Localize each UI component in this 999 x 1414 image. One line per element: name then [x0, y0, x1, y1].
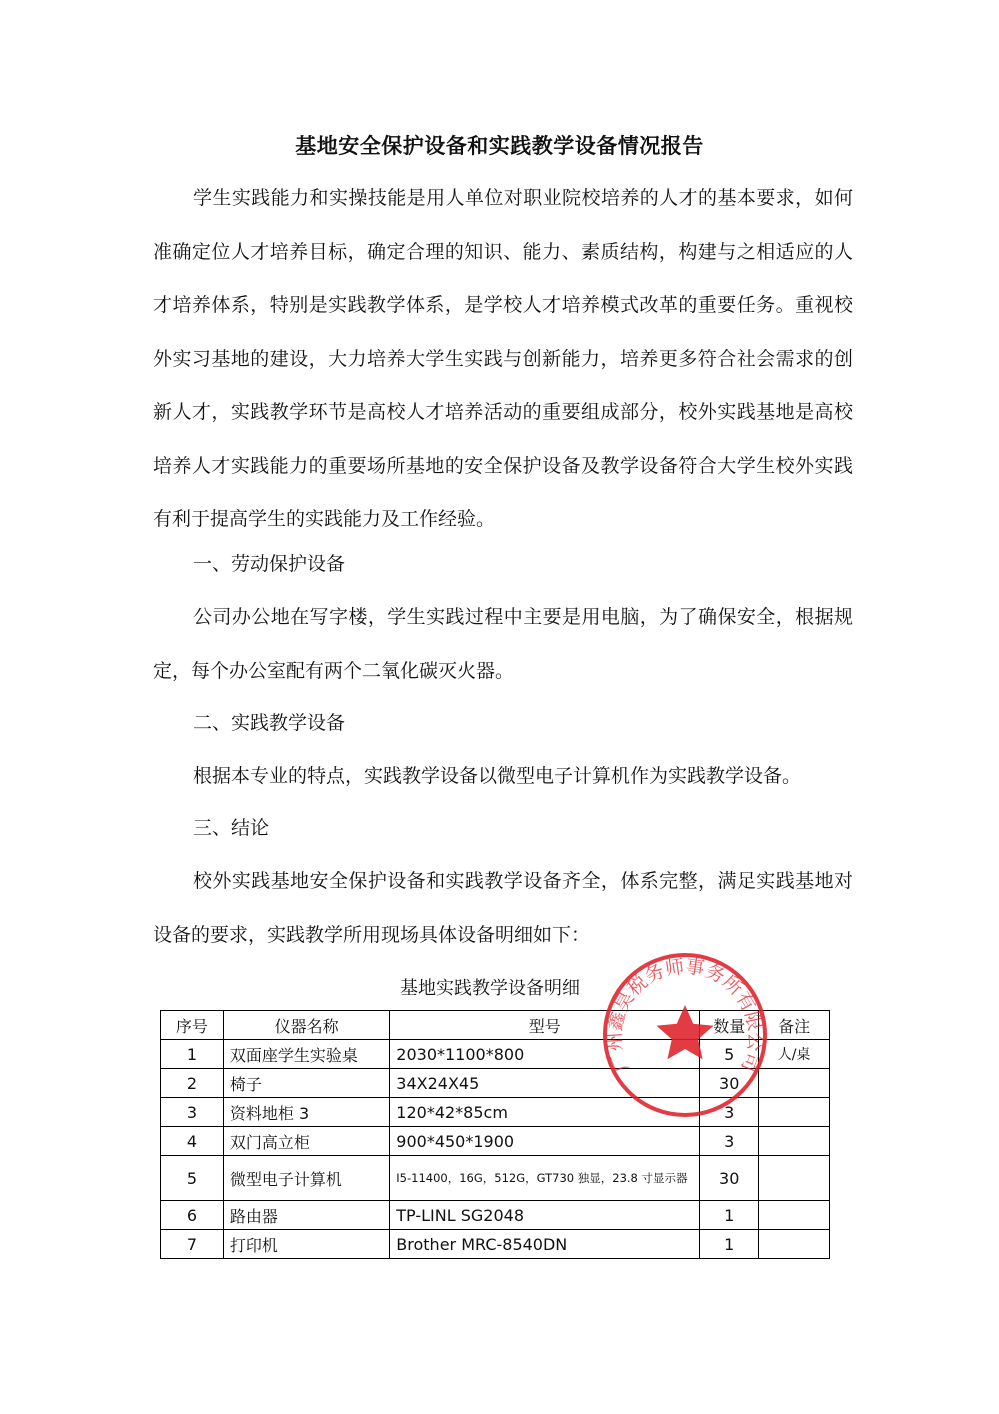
- intro-paragraph: 学生实践能力和实操技能是用人单位对职业院校培养的人才的基本要求，如何准确定位人才培养目标，确定合理的知识、能力、素质结构，构建与之相适应的人才培养体系，特别是实践教学体系，是学校人才培养模式改革的重要任务。重视校外实习基地的建设，大力培养大学生实践与创新能力，培养更多符合社会需求的创新人才，实践教学环节是高校人才培养活动的重要组成部分，校外实践基地是高校培养人才实践能力的重要场所基地的安全保护设备及教学设备符合大学生校外实践有利于提高学生的实践能力及工作经验。: [153, 187, 853, 530]
- document-title: 基地安全保护设备和实践教学设备情况报告: [295, 134, 704, 158]
- cell-model: 120*42*85cm: [390, 1098, 700, 1127]
- cell-index: 6: [161, 1201, 224, 1230]
- cell-remark: [759, 1230, 830, 1259]
- cell-name: 双门高立柜: [223, 1127, 389, 1156]
- seal-text-path: 广州鑫昊税务师事务所有限公司: [603, 955, 767, 1075]
- cell-name: 路由器: [223, 1201, 389, 1230]
- table-row: [161, 1127, 830, 1156]
- cell-quantity: 5: [700, 1040, 759, 1069]
- cell-name: 微型电子计算机: [223, 1156, 389, 1201]
- cell-name: 资料地柜 3: [223, 1098, 389, 1127]
- cell-model: 900*450*1900: [390, 1127, 700, 1156]
- header-name: 仪器名称: [223, 1011, 389, 1040]
- cell-model: TP-LINL SG2048: [390, 1201, 700, 1230]
- cell-remark: [759, 1127, 830, 1156]
- cell-model: 2030*1100*800: [390, 1040, 700, 1069]
- cell-quantity: 1: [700, 1201, 759, 1230]
- cell-model: I5-11400，16G，512G，GT730 独显，23.8 寸显示器: [390, 1156, 700, 1201]
- cell-index: 3: [161, 1098, 224, 1127]
- cell-index: 5: [161, 1156, 224, 1201]
- seal-star-icon: [657, 1005, 714, 1059]
- cell-index: 2: [161, 1069, 224, 1098]
- cell-remark: 人/桌: [759, 1040, 830, 1069]
- cell-quantity: 1: [700, 1230, 759, 1259]
- cell-quantity: 30: [700, 1156, 759, 1201]
- cell-index: 4: [161, 1127, 224, 1156]
- cell-quantity: 30: [700, 1069, 759, 1098]
- table-row: [161, 1230, 830, 1259]
- table-row: [161, 1201, 830, 1230]
- section-heading-1: 一、劳动保护设备: [193, 553, 346, 575]
- section-heading-2: 二、实践教学设备: [193, 712, 346, 734]
- cell-name: 打印机: [223, 1230, 389, 1259]
- header-quantity: 数量: [700, 1011, 759, 1040]
- section-2-paragraph: 根据本专业的特点，实践教学设备以微型电子计算机作为实践教学设备。: [193, 765, 802, 787]
- header-model: 型号: [390, 1011, 700, 1040]
- cell-model: Brother MRC-8540DN: [390, 1230, 700, 1259]
- cell-model: 34X24X45: [390, 1069, 700, 1098]
- table-title: 基地实践教学设备明细: [400, 978, 580, 999]
- header-index: 序号: [161, 1011, 224, 1040]
- cell-index: 7: [161, 1230, 224, 1259]
- header-remark: 备注: [759, 1011, 830, 1040]
- table-row: [161, 1156, 830, 1201]
- cell-index: 1: [161, 1040, 224, 1069]
- conclusion-paragraph: 校外实践基地安全保护设备和实践教学设备齐全，体系完整，满足实践基地对设备的要求，实践教学所用现场具体设备明细如下：: [153, 870, 853, 946]
- section-1-paragraph: 公司办公地在写字楼，学生实践过程中主要是用电脑，为了确保安全，根据规定，每个办公室配有两个二氧化碳灭火器。: [153, 606, 853, 682]
- company-seal: [600, 950, 770, 1120]
- cell-remark: [759, 1201, 830, 1230]
- cell-quantity: 3: [700, 1127, 759, 1156]
- cell-quantity: 3: [700, 1098, 759, 1127]
- section-heading-3: 三、结论: [193, 817, 270, 839]
- cell-remark: [759, 1156, 830, 1201]
- cell-name: 双面座学生实验桌: [223, 1040, 389, 1069]
- cell-name: 椅子: [223, 1069, 389, 1098]
